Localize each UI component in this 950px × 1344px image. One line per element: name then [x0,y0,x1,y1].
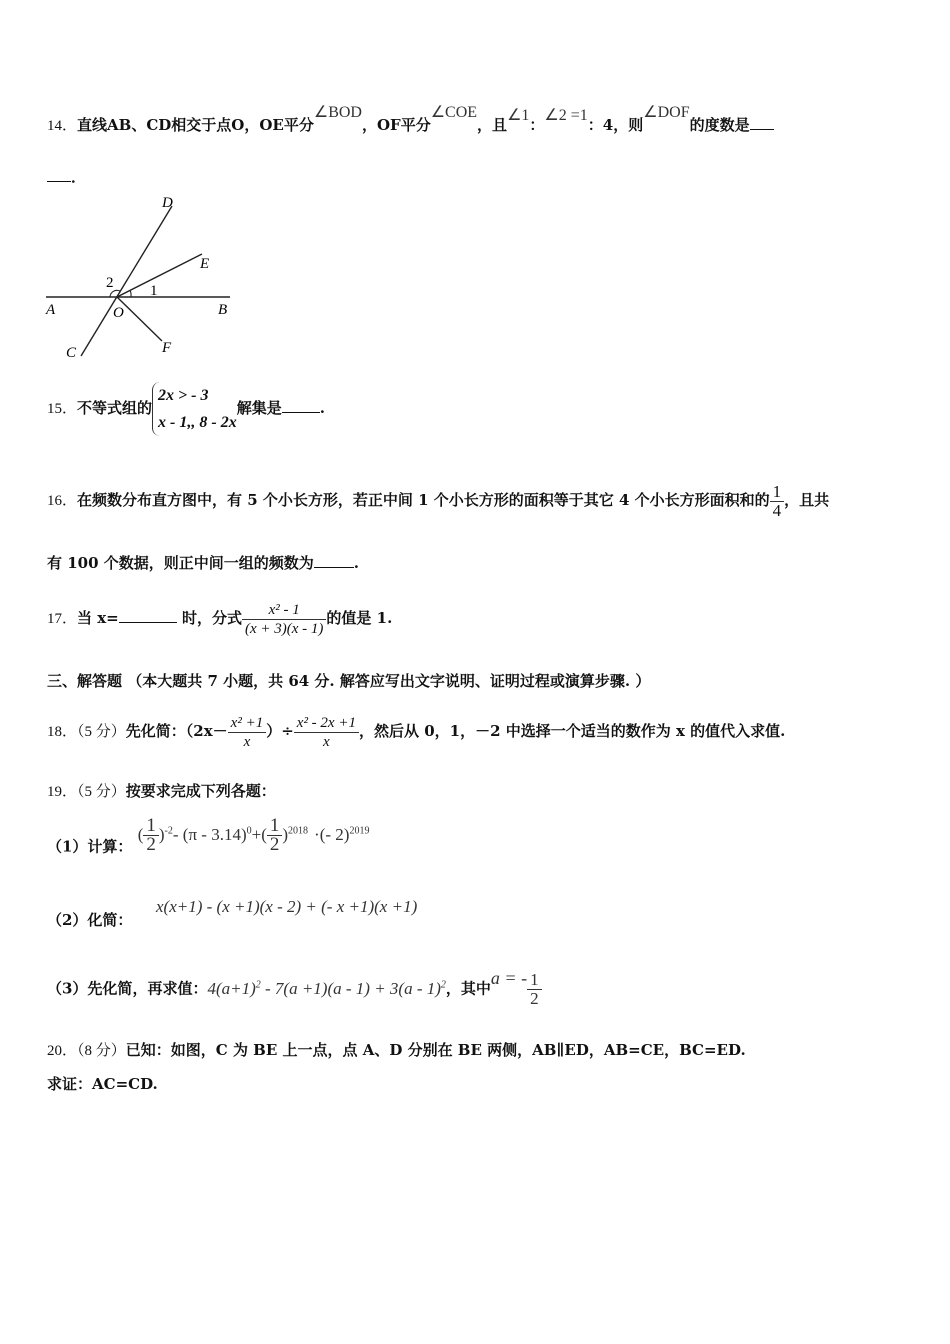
q16-text-3: 有 100 个数据，则正中间一组的频数为 [47,554,314,572]
q18-text-3: ，然后从 0，1，－2 中选择一个适当的数作为 x 的值代入求值. [358,722,786,740]
q14-line2 [47,167,86,187]
q15-inequality-2: x - 1,, 8 - 2x [158,414,237,431]
label-d: D [162,195,173,211]
q15-number: 15． [47,401,78,417]
q19-e3-expression [207,979,445,998]
q14-angle-bod: ∠BOD [313,104,362,121]
q20-line2: 求证：AC=CD. [47,1075,158,1093]
q16-line1 [47,464,829,537]
q18-text-2: ）÷ [266,722,294,740]
q20-score: （8 分） [77,1043,126,1059]
q14-angle-1: ∠1 [507,107,530,124]
q14-figure [40,190,250,365]
q20-text-1: 已知：如图，C 为 BE 上一点，点 A、D 分别在 BE 两侧，AB∥ED，AB=CE，BC=ED. [125,1041,746,1059]
label-a: A [46,302,56,318]
q17-answer-blank [119,608,177,623]
q15-text-2: 解集是 [236,399,282,417]
q18-text-1: 先化简：（2x－ [125,722,228,740]
q16-text-1: 在频数分布直方图中，有 5 个小长方形，若正中间 1 个小长方形的面积等于其它 4 个小长方形面积和的 [77,491,770,509]
q14-angle-2: ∠2 =1 [544,107,588,124]
label-2: 2 [106,275,114,291]
q16-period: . [353,554,359,572]
q14-answer-blank-b [47,167,71,182]
q18-fraction-2-numerator: x² - 2x +1 [296,714,356,731]
q19-e1-term-3: ·(- 2) [314,824,350,844]
q20-number: 20． [47,1043,78,1059]
q18-number: 18． [47,724,78,740]
q17-line [47,588,392,649]
q16-fraction [770,483,785,520]
q17-fraction [242,601,326,638]
q19-e1-open: ( [137,824,144,844]
q19-e3-fraction [527,971,542,1008]
q19-e3-exp-2: 2 [440,979,446,990]
q19-e1-fraction-2-denominator: 2 [267,835,283,854]
label-f: F [162,340,172,356]
q19-part-1-label: （1）计算： [47,837,133,856]
q20-line1 [47,1040,746,1061]
q19-text-1: 按要求完成下列各题： [125,782,276,800]
q14-line1 [47,104,774,136]
q19-e3-given: a = - [490,967,528,988]
q19-e1-fraction-2 [267,817,283,854]
q19-e1-exp-4: 2019 [349,825,370,836]
q16-line2 [47,553,359,573]
q15-answer-blank [282,398,320,413]
q14-text-3: ，且 [477,116,508,134]
q14-period: ． [71,168,87,186]
q19-e1-term-2: - (π - 3.14) [172,824,247,844]
q14-text-1: 直线AB、CD相交于点O，OE平分 [77,116,314,134]
q19-score: （5 分） [77,784,126,800]
q18-fraction-1-numerator: x² +1 [230,714,264,731]
q15-text-1: 不等式组的 [77,399,153,417]
q17-text-2: 时，分式 [176,609,242,627]
q15-period: . [319,399,325,417]
q19-e1-close-2: ) [282,824,289,844]
q19-part-3-label: （3）先化简，再求值： [47,979,208,998]
q19-e1-fraction [143,817,159,854]
q16-number: 16． [47,493,78,509]
q19-e3-fraction-denominator: 2 [527,989,542,1008]
q19-e1-exp-2: 0 [246,825,252,836]
label-1: 1 [150,283,158,299]
q19-e1-fraction-2-numerator: 1 [269,815,280,837]
q19-e1-fraction-denominator: 2 [143,835,159,854]
section-3-heading: 三、解答题 （本大题共 7 小题，共 64 分. 解答应写出文字说明、证明过程或演算步骤. ） [47,672,651,690]
q18-line [47,701,785,762]
q16-text-2: ，且共 [784,491,830,509]
q19-part-1 [47,812,369,878]
q14-angle-coe: ∠COE [430,104,478,121]
q14-angle-dof: ∠DOF [643,104,690,121]
q19-e1-exp-3: 2018 [288,825,309,836]
q19-e1-exp-1: -2 [164,825,173,836]
q19-e3-fraction-numerator: 1 [530,970,539,990]
label-o: O [113,305,124,321]
q19-part-2 [47,910,132,930]
q16-answer-blank [314,553,354,568]
q14-text-5: 的度数是 [689,116,750,134]
q16-fraction-numerator: 1 [772,481,782,501]
q15-inequality-1: 2x > - 3 [158,387,209,404]
q19-e3-term-1: 4(a+1) [207,978,256,998]
q19-e2-expression: x(x+1) - (x +1)(x - 2) + (- x +1)(x +1) [156,897,418,916]
q14-text-4: ：4，则 [587,116,644,134]
q19-part-2-label: （2）化简： [47,911,133,929]
q18-score: （5 分） [77,724,126,740]
q18-fraction-1 [228,714,267,751]
q19-e3-exp-1: 2 [255,979,261,990]
q14-text-2: ，OF平分 [361,116,431,134]
q19-e1-close: ) [158,824,165,844]
q15-inequality-system [152,382,237,436]
q14-answer-blank-a [750,115,774,130]
q15-line [47,380,325,437]
q19-e3-term-2: - 7(a +1)(a - 1) + 3(a - 1) [260,978,441,998]
line-cd [81,206,172,356]
q18-fraction-2-denominator: x [294,732,359,751]
q19-e3-where: ，其中 [445,979,491,998]
q19-line [47,781,276,802]
q17-number: 17． [47,611,78,627]
q16-fraction-denominator: 4 [770,501,785,520]
q17-fraction-denominator: (x + 3)(x - 1) [242,619,326,638]
q14-colon: ： [529,116,545,134]
q17-fraction-numerator: x² - 1 [268,601,300,618]
q19-e1-plus-open: +( [251,824,267,844]
q18-fraction-2 [294,714,359,751]
q18-fraction-1-denominator: x [228,732,267,751]
q19-e1-fraction-numerator: 1 [146,815,156,837]
q17-text-1: 当 x= [77,609,119,627]
label-b: B [218,302,228,318]
angle-1-arc [130,290,131,297]
label-c: C [66,345,77,361]
q14-number: 14． [47,118,78,134]
q17-text-3: 的值是 1. [326,609,393,627]
q19-number: 19． [47,784,78,800]
label-e: E [200,256,210,272]
q19-part-3 [47,957,542,1017]
